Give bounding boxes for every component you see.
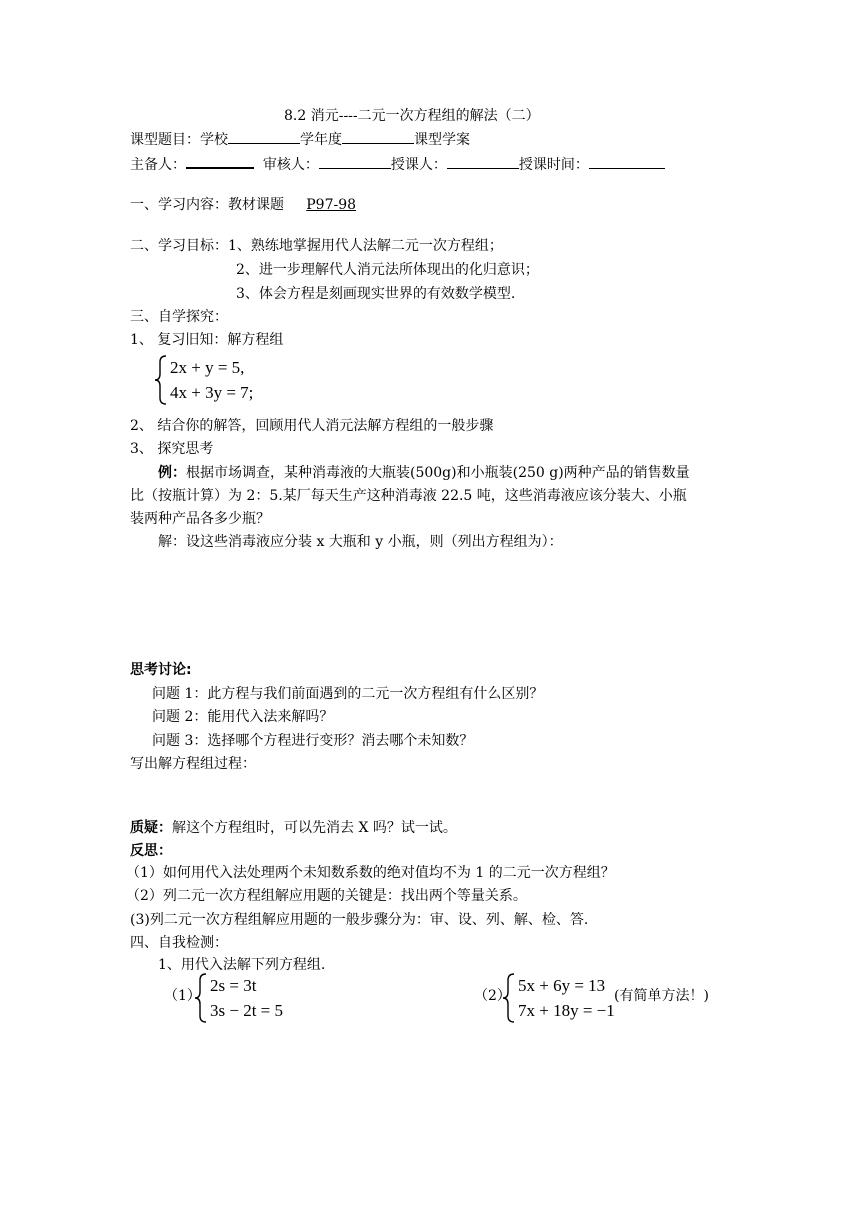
course-line [130, 129, 470, 150]
goal-3: 3、体会方程是刻画现实世界的有效数学模型. [236, 286, 516, 302]
example-line1 [158, 463, 690, 483]
write-process: 写出解方程组过程： [130, 756, 256, 772]
query-label: 质疑： [130, 820, 172, 836]
lead-blank [186, 153, 254, 169]
lead-label: 主备人： [130, 157, 186, 173]
explore-item: 3、 探究思考 [130, 441, 214, 457]
problem2-brace [502, 972, 516, 1024]
question-2: 问题 2：能用代入法来解吗？ [152, 709, 334, 725]
time-label: 授课时间： [518, 157, 589, 173]
teacher-blank [447, 154, 519, 169]
problem1-eq2: 3s − 2t = 5 [210, 1001, 284, 1020]
section2-label [130, 236, 503, 256]
question-3: 问题 3：选择哪个方程进行变形？消去哪个未知数？ [152, 733, 474, 749]
time-blank [589, 154, 665, 169]
problem1-brace [194, 972, 208, 1024]
solution-line: 解：设这些消毒液应分装 x 大瓶和 y 小瓶，则（列出方程组为）： [158, 534, 563, 550]
section3-label: 三、自学探究： [130, 309, 228, 325]
teacher-label: 授课人： [390, 157, 447, 173]
problem2-note: (有简单方法！) [614, 988, 709, 1004]
staff-line [130, 153, 665, 175]
section1-label: 一、学习内容：教材课题 [130, 197, 284, 213]
steps-item: 2、 结合你的解答，回顾用代人消元法解方程组的一般步骤 [130, 418, 494, 434]
course-label: 课型题目：学校 [130, 132, 228, 148]
reflection-3: (3)列二元一次方程组解应用题的一般步骤分为：审、设、列、解、检、答. [130, 912, 589, 928]
question-1: 问题 1：此方程与我们前面遇到的二元一次方程组有什么区别？ [152, 686, 544, 702]
school-blank [228, 129, 300, 144]
year-blank [342, 129, 414, 144]
reviewer-blank [319, 154, 391, 169]
system1-brace [154, 354, 168, 406]
section1-pages: P97-98 [306, 197, 357, 213]
example-line3: 装两种产品各多少瓶？ [130, 511, 270, 527]
problem1-eq1: 2s = 3t [210, 976, 257, 995]
goal-2: 2、进一步理解代人消元法所体现出的化归意识； [236, 262, 539, 278]
section4-label: 四、自我检测： [130, 935, 228, 951]
problem1-number: （1） [164, 988, 201, 1004]
year-label: 学年度 [300, 132, 342, 148]
system1-eq2: 4x + 3y = 7; [170, 383, 254, 402]
query-line [130, 818, 457, 838]
system1-eq1: 2x + y = 5, [170, 358, 245, 377]
reviewer-label: 审核人： [262, 157, 319, 173]
reflection-2: （2）列二元一次方程组解应用题的关键是：找出两个等量关系。 [126, 888, 527, 904]
problem2-eq2: 7x + 18y = −1 [518, 1001, 615, 1020]
problem2-number: （2） [474, 988, 511, 1004]
self-test-item: 1、用代入法解下列方程组. [158, 957, 326, 973]
example-text1: 根据市场调查，某种消毒液的大瓶装(500g)和小瓶装(250 g)两种产品的销售数量 [186, 465, 690, 481]
review-item: 1、 复习旧知：解方程组 [130, 332, 284, 348]
problem2-eq1: 5x + 6y = 13 [518, 976, 606, 995]
query-text: 解这个方程组时，可以先消去 X 吗？试一试。 [172, 820, 457, 836]
section2-label-text: 二、学习目标： [130, 238, 228, 254]
type-label: 课型学案 [414, 132, 470, 148]
example-line2: 比（按瓶计算）为 2：5.某厂每天生产这种消毒液 22.5 吨，这些消毒液应该分装大、小瓶 [130, 488, 687, 504]
reflection-1: （1）如何用代入法处理两个未知数系数的绝对值均不为 1 的二元一次方程组？ [126, 865, 615, 881]
discussion-label: 思考讨论: [130, 662, 192, 678]
goal-1: 1、熟练地掌握用代人法解二元一次方程组； [228, 238, 503, 254]
page-title: 8.2 消元----二元一次方程组的解法（二） [284, 108, 540, 124]
example-label: 例： [158, 465, 186, 481]
reflection-label: 反思： [130, 843, 172, 859]
section1 [130, 195, 356, 215]
